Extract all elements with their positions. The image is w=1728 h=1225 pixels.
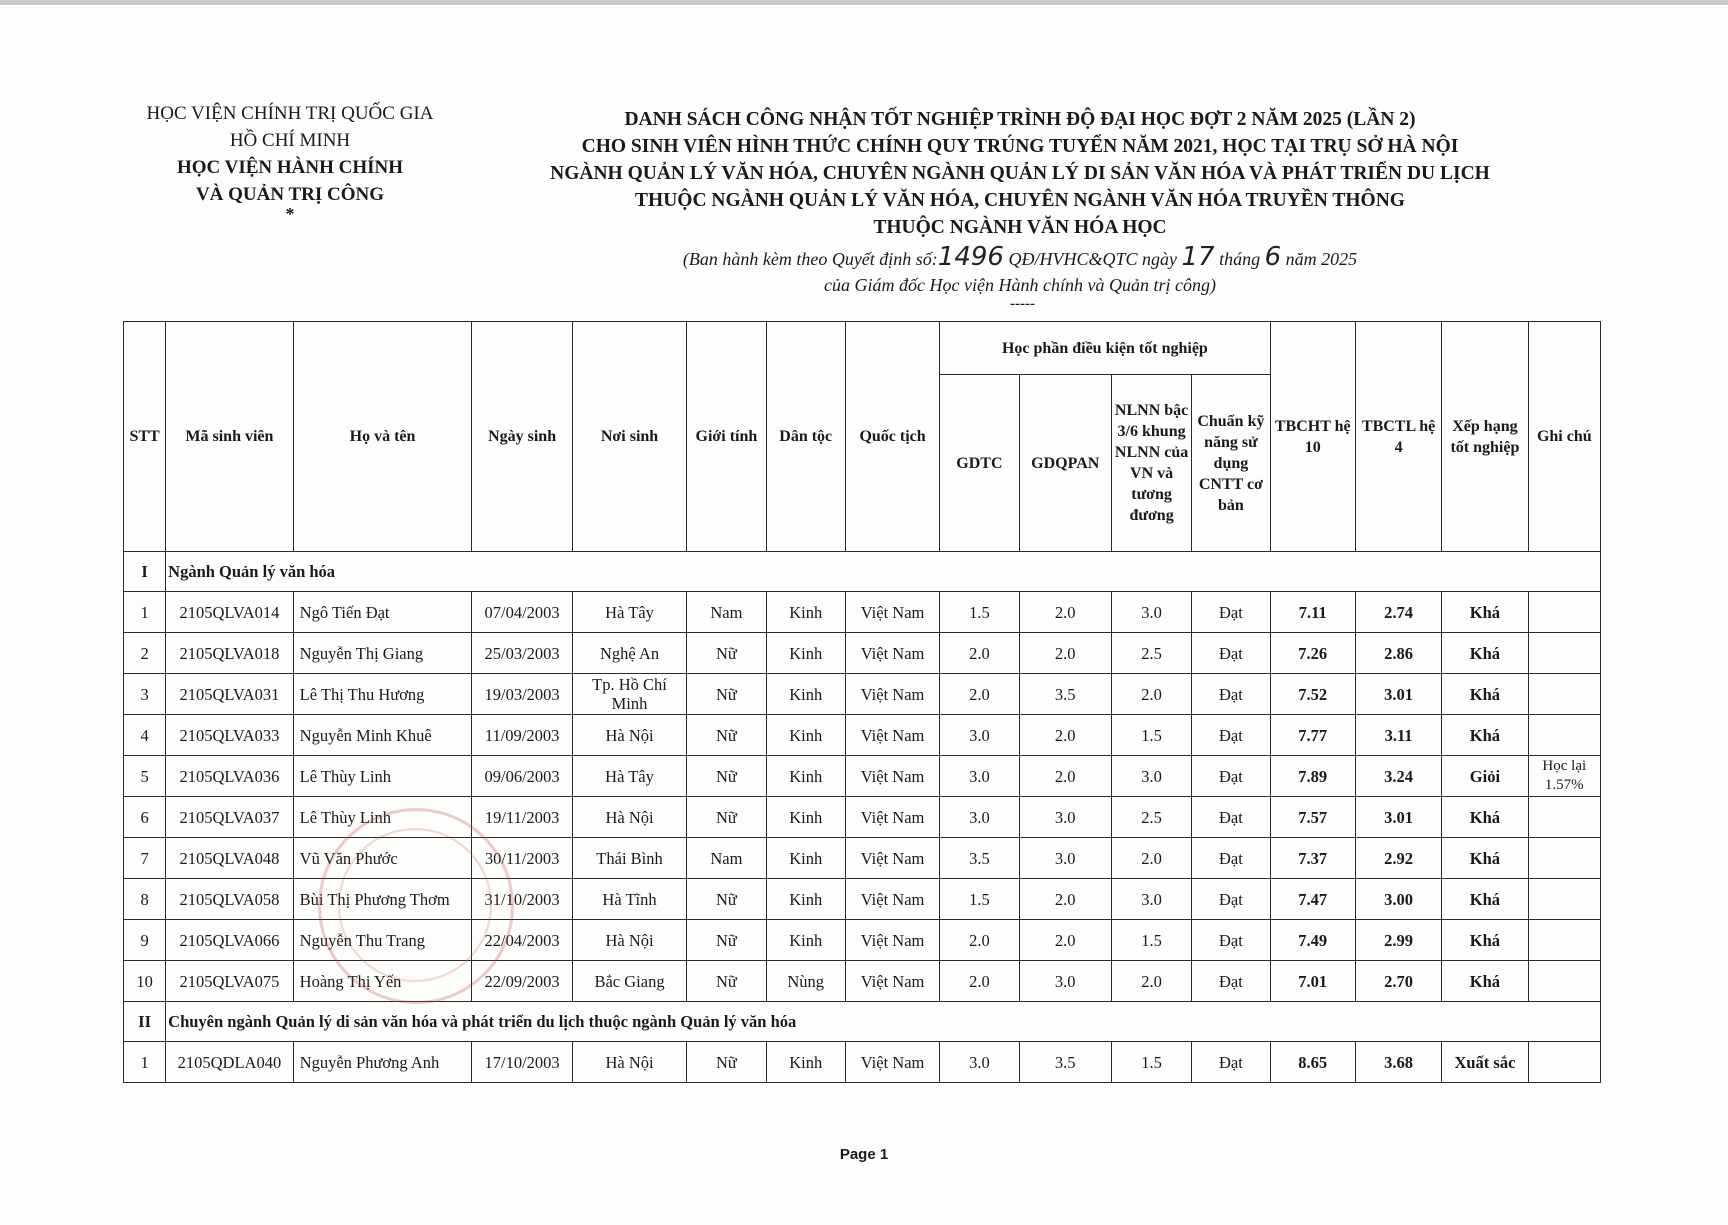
page-number: Page 1 xyxy=(839,1146,889,1163)
org-line-4: VÀ QUẢN TRỊ CÔNG xyxy=(195,184,385,205)
cell-nationality: Việt Nam xyxy=(845,920,939,961)
cell-student-id: 2105QDLA040 xyxy=(166,1042,294,1083)
cell-ethnicity: Kinh xyxy=(766,838,845,879)
cell-nationality: Việt Nam xyxy=(845,715,939,756)
cell-note xyxy=(1528,879,1600,920)
cell-cntt: Đạt xyxy=(1192,879,1270,920)
cell-birthplace: Hà Tây xyxy=(572,756,686,797)
cell-stt: 10 xyxy=(124,961,166,1002)
cell-tbctl: 2.86 xyxy=(1355,633,1441,674)
decree-day: 17 xyxy=(1181,242,1215,272)
cell-student-id: 2105QLVA033 xyxy=(166,715,294,756)
cell-stt: 9 xyxy=(124,920,166,961)
cell-birthplace: Hà Nội xyxy=(572,1042,686,1083)
cell-student-id: 2105QLVA058 xyxy=(166,879,294,920)
cell-rank: Khá xyxy=(1442,838,1528,879)
cell-stt: 8 xyxy=(124,879,166,920)
table-row xyxy=(124,1042,1601,1083)
org-line-2: HỒ CHÍ MINH xyxy=(229,130,351,151)
cell-gender: Nam xyxy=(687,838,766,879)
decree-year: năm 2025 xyxy=(1281,249,1358,269)
section-number: I xyxy=(124,552,166,592)
cell-note xyxy=(1528,592,1600,633)
graduation-table xyxy=(123,321,1601,1083)
cell-gdqpan: 3.0 xyxy=(1019,797,1111,838)
decree-line-1 xyxy=(560,244,1480,272)
separator: ----- xyxy=(1010,296,1035,312)
cell-ethnicity: Kinh xyxy=(766,879,845,920)
cell-nlnn: 2.0 xyxy=(1111,961,1191,1002)
table-row xyxy=(124,756,1601,797)
cell-ethnicity: Kinh xyxy=(766,920,845,961)
cell-gender: Nữ xyxy=(687,920,766,961)
col-rank: Xếp hạng tốt nghiệp xyxy=(1442,322,1528,552)
cell-ethnicity: Kinh xyxy=(766,674,845,715)
cell-nlnn: 3.0 xyxy=(1111,592,1191,633)
cell-name: Bùi Thị Phương Thơm xyxy=(293,879,472,920)
col-gender: Giới tính xyxy=(687,322,766,552)
cell-tbctl: 3.01 xyxy=(1355,674,1441,715)
cell-student-id: 2105QLVA037 xyxy=(166,797,294,838)
cell-nlnn: 2.0 xyxy=(1111,674,1191,715)
cell-dob: 30/11/2003 xyxy=(472,838,572,879)
cell-tbcht: 7.52 xyxy=(1270,674,1355,715)
cell-note xyxy=(1528,1042,1600,1083)
col-conditions-group: Học phần điều kiện tốt nghiệp xyxy=(940,322,1270,375)
cell-student-id: 2105QLVA075 xyxy=(166,961,294,1002)
table-row xyxy=(124,633,1601,674)
cell-tbctl: 2.92 xyxy=(1355,838,1441,879)
cell-nlnn: 3.0 xyxy=(1111,756,1191,797)
col-ethnicity: Dân tộc xyxy=(766,322,845,552)
cell-ethnicity: Kinh xyxy=(766,592,845,633)
col-cntt: Chuẩn kỹ năng sử dụng CNTT cơ bản xyxy=(1192,375,1270,552)
cell-gender: Nữ xyxy=(687,715,766,756)
table-row xyxy=(124,715,1601,756)
cell-tbctl: 3.01 xyxy=(1355,797,1441,838)
col-tbctl: TBCTL hệ 4 xyxy=(1355,322,1441,552)
org-line-1: HỌC VIỆN CHÍNH TRỊ QUỐC GIA xyxy=(146,103,434,124)
cell-name: Nguyễn Phương Anh xyxy=(293,1042,472,1083)
cell-gdqpan: 2.0 xyxy=(1019,920,1111,961)
section-row xyxy=(124,552,1601,592)
cell-tbctl: 3.11 xyxy=(1355,715,1441,756)
cell-tbcht: 7.57 xyxy=(1270,797,1355,838)
cell-gender: Nữ xyxy=(687,1042,766,1083)
cell-gender: Nữ xyxy=(687,674,766,715)
cell-note xyxy=(1528,920,1600,961)
cell-stt: 5 xyxy=(124,756,166,797)
cell-ethnicity: Kinh xyxy=(766,715,845,756)
cell-gdtc: 3.0 xyxy=(940,715,1019,756)
cell-rank: Khá xyxy=(1442,592,1528,633)
cell-tbcht: 7.77 xyxy=(1270,715,1355,756)
cell-nlnn: 1.5 xyxy=(1111,920,1191,961)
cell-rank: Giỏi xyxy=(1442,756,1528,797)
cell-stt: 1 xyxy=(124,592,166,633)
cell-gdtc: 3.5 xyxy=(940,838,1019,879)
cell-dob: 31/10/2003 xyxy=(472,879,572,920)
table-row xyxy=(124,961,1601,1002)
cell-student-id: 2105QLVA018 xyxy=(166,633,294,674)
cell-rank: Khá xyxy=(1442,879,1528,920)
cell-rank: Khá xyxy=(1442,797,1528,838)
cell-gdqpan: 2.0 xyxy=(1019,879,1111,920)
cell-name: Ngô Tiến Đạt xyxy=(293,592,472,633)
cell-tbctl: 3.68 xyxy=(1355,1042,1441,1083)
cell-nlnn: 2.5 xyxy=(1111,633,1191,674)
cell-nationality: Việt Nam xyxy=(845,961,939,1002)
cell-cntt: Đạt xyxy=(1192,674,1270,715)
issuing-organization xyxy=(110,100,470,224)
decree-reference xyxy=(560,244,1480,298)
decree-prefix: (Ban hành kèm theo Quyết định số: xyxy=(682,249,938,269)
org-line-3: HỌC VIỆN HÀNH CHÍNH xyxy=(176,157,404,178)
cell-gdtc: 2.0 xyxy=(940,674,1019,715)
cell-rank: Khá xyxy=(1442,920,1528,961)
decree-number: 1496 xyxy=(937,242,1004,272)
col-gdtc: GDTC xyxy=(940,375,1019,552)
cell-dob: 25/03/2003 xyxy=(472,633,572,674)
cell-birthplace: Thái Bình xyxy=(572,838,686,879)
cell-nationality: Việt Nam xyxy=(845,592,939,633)
cell-nationality: Việt Nam xyxy=(845,1042,939,1083)
cell-gdqpan: 3.0 xyxy=(1019,838,1111,879)
cell-name: Lê Thị Thu Hương xyxy=(293,674,472,715)
org-mark: * xyxy=(285,204,295,224)
decree-line-2: của Giám đốc Học viện Hành chính và Quản trị công) xyxy=(824,275,1216,295)
header-row-1 xyxy=(124,322,1601,375)
cell-rank: Xuất sắc xyxy=(1442,1042,1528,1083)
cell-name: Hoàng Thị Yến xyxy=(293,961,472,1002)
cell-gdtc: 1.5 xyxy=(940,879,1019,920)
cell-name: Nguyễn Minh Khuê xyxy=(293,715,472,756)
cell-student-id: 2105QLVA048 xyxy=(166,838,294,879)
cell-cntt: Đạt xyxy=(1192,715,1270,756)
cell-tbctl: 3.00 xyxy=(1355,879,1441,920)
section-title: Ngành Quản lý văn hóa xyxy=(166,552,1601,592)
cell-nationality: Việt Nam xyxy=(845,838,939,879)
decree-code: QĐ/HVHC&QTC ngày xyxy=(1003,249,1182,269)
cell-ethnicity: Kinh xyxy=(766,1042,845,1083)
cell-gdqpan: 3.5 xyxy=(1019,1042,1111,1083)
cell-student-id: 2105QLVA036 xyxy=(166,756,294,797)
cell-ethnicity: Kinh xyxy=(766,797,845,838)
cell-gdtc: 3.0 xyxy=(940,797,1019,838)
cell-note xyxy=(1528,961,1600,1002)
cell-tbcht: 7.37 xyxy=(1270,838,1355,879)
scan-top-edge xyxy=(0,0,1728,5)
cell-gender: Nam xyxy=(687,592,766,633)
section-number: II xyxy=(124,1002,166,1042)
col-nationality: Quốc tịch xyxy=(845,322,939,552)
col-note: Ghi chú xyxy=(1528,322,1600,552)
cell-gdtc: 1.5 xyxy=(940,592,1019,633)
cell-tbcht: 8.65 xyxy=(1270,1042,1355,1083)
cell-gdtc: 2.0 xyxy=(940,633,1019,674)
cell-birthplace: Nghệ An xyxy=(572,633,686,674)
table-row xyxy=(124,592,1601,633)
cell-cntt: Đạt xyxy=(1192,838,1270,879)
cell-dob: 19/11/2003 xyxy=(472,797,572,838)
cell-gender: Nữ xyxy=(687,633,766,674)
cell-gdtc: 3.0 xyxy=(940,756,1019,797)
cell-nlnn: 2.5 xyxy=(1111,797,1191,838)
cell-stt: 7 xyxy=(124,838,166,879)
cell-nlnn: 1.5 xyxy=(1111,715,1191,756)
cell-rank: Khá xyxy=(1442,674,1528,715)
cell-tbcht: 7.11 xyxy=(1270,592,1355,633)
cell-ethnicity: Kinh xyxy=(766,756,845,797)
cell-tbcht: 7.01 xyxy=(1270,961,1355,1002)
cell-note xyxy=(1528,715,1600,756)
cell-note xyxy=(1528,838,1600,879)
cell-nationality: Việt Nam xyxy=(845,756,939,797)
cell-name: Nguyễn Thu Trang xyxy=(293,920,472,961)
cell-name: Lê Thùy Linh xyxy=(293,756,472,797)
col-tbcht: TBCHT hệ 10 xyxy=(1270,322,1355,552)
cell-ethnicity: Nùng xyxy=(766,961,845,1002)
cell-dob: 11/09/2003 xyxy=(472,715,572,756)
cell-dob: 07/04/2003 xyxy=(472,592,572,633)
col-birthplace: Nơi sinh xyxy=(572,322,686,552)
cell-gender: Nữ xyxy=(687,797,766,838)
cell-student-id: 2105QLVA066 xyxy=(166,920,294,961)
title-line-4: THUỘC NGÀNH QUẢN LÝ VĂN HÓA, CHUYÊN NGÀNH VĂN HÓA TRUYỀN THÔNG xyxy=(635,190,1405,211)
cell-tbcht: 7.49 xyxy=(1270,920,1355,961)
cell-rank: Khá xyxy=(1442,961,1528,1002)
cell-nationality: Việt Nam xyxy=(845,633,939,674)
cell-dob: 09/06/2003 xyxy=(472,756,572,797)
decree-month-label: tháng xyxy=(1214,249,1265,269)
title-line-5: THUỘC NGÀNH VĂN HÓA HỌC xyxy=(873,217,1167,238)
cell-gdqpan: 2.0 xyxy=(1019,715,1111,756)
cell-gdqpan: 3.0 xyxy=(1019,961,1111,1002)
cell-tbctl: 2.74 xyxy=(1355,592,1441,633)
cell-rank: Khá xyxy=(1442,715,1528,756)
cell-note xyxy=(1528,797,1600,838)
section-title: Chuyên ngành Quản lý di sản văn hóa và phát triển du lịch thuộc ngành Quản lý văn hóa xyxy=(166,1002,1601,1042)
cell-dob: 22/04/2003 xyxy=(472,920,572,961)
cell-tbcht: 7.47 xyxy=(1270,879,1355,920)
cell-student-id: 2105QLVA014 xyxy=(166,592,294,633)
cell-tbcht: 7.89 xyxy=(1270,756,1355,797)
cell-tbctl: 2.70 xyxy=(1355,961,1441,1002)
cell-stt: 4 xyxy=(124,715,166,756)
table-row xyxy=(124,838,1601,879)
cell-gdtc: 2.0 xyxy=(940,961,1019,1002)
cell-dob: 22/09/2003 xyxy=(472,961,572,1002)
cell-gdqpan: 2.0 xyxy=(1019,756,1111,797)
cell-rank: Khá xyxy=(1442,633,1528,674)
cell-gdqpan: 3.5 xyxy=(1019,674,1111,715)
cell-birthplace: Bắc Giang xyxy=(572,961,686,1002)
cell-tbctl: 3.24 xyxy=(1355,756,1441,797)
cell-birthplace: Hà Nội xyxy=(572,797,686,838)
table-row xyxy=(124,674,1601,715)
section-row xyxy=(124,1002,1601,1042)
cell-cntt: Đạt xyxy=(1192,920,1270,961)
cell-birthplace: Hà Nội xyxy=(572,920,686,961)
title-line-3: NGÀNH QUẢN LÝ VĂN HÓA, CHUYÊN NGÀNH QUẢN LÝ DI SẢN VĂN HÓA VÀ PHÁT TRIỂN DU LỊCH xyxy=(550,163,1490,184)
cell-stt: 3 xyxy=(124,674,166,715)
cell-gdtc: 3.0 xyxy=(940,1042,1019,1083)
table-row xyxy=(124,920,1601,961)
cell-stt: 6 xyxy=(124,797,166,838)
title-line-2: CHO SINH VIÊN HÌNH THỨC CHÍNH QUY TRÚNG TUYỂN NĂM 2021, HỌC TẠI TRỤ SỞ HÀ NỘI xyxy=(581,136,1459,157)
col-student-id: Mã sinh viên xyxy=(166,322,294,552)
col-stt: STT xyxy=(124,322,166,552)
col-name: Họ và tên xyxy=(293,322,472,552)
cell-gender: Nữ xyxy=(687,879,766,920)
cell-cntt: Đạt xyxy=(1192,633,1270,674)
cell-gdtc: 2.0 xyxy=(940,920,1019,961)
cell-birthplace: Tp. Hồ Chí Minh xyxy=(572,674,686,715)
cell-nationality: Việt Nam xyxy=(845,879,939,920)
cell-cntt: Đạt xyxy=(1192,756,1270,797)
cell-tbctl: 2.99 xyxy=(1355,920,1441,961)
cell-gender: Nữ xyxy=(687,961,766,1002)
cell-note: Học lại 1.57% xyxy=(1528,756,1600,797)
cell-birthplace: Hà Tĩnh xyxy=(572,879,686,920)
cell-stt: 2 xyxy=(124,633,166,674)
cell-note xyxy=(1528,633,1600,674)
col-gdqpan: GDQPAN xyxy=(1019,375,1111,552)
table-row xyxy=(124,879,1601,920)
cell-gender: Nữ xyxy=(687,756,766,797)
cell-ethnicity: Kinh xyxy=(766,633,845,674)
cell-name: Lê Thùy Linh xyxy=(293,797,472,838)
cell-student-id: 2105QLVA031 xyxy=(166,674,294,715)
cell-cntt: Đạt xyxy=(1192,961,1270,1002)
cell-birthplace: Hà Nội xyxy=(572,715,686,756)
title-line-1: DANH SÁCH CÔNG NHẬN TỐT NGHIỆP TRÌNH ĐỘ ĐẠI HỌC ĐỢT 2 NĂM 2025 (LẦN 2) xyxy=(624,109,1416,130)
table-row xyxy=(124,797,1601,838)
cell-nlnn: 2.0 xyxy=(1111,838,1191,879)
cell-tbcht: 7.26 xyxy=(1270,633,1355,674)
table-body xyxy=(124,552,1601,1083)
cell-cntt: Đạt xyxy=(1192,797,1270,838)
document-title xyxy=(490,106,1550,241)
decree-month: 6 xyxy=(1264,242,1282,272)
cell-dob: 19/03/2003 xyxy=(472,674,572,715)
cell-nationality: Việt Nam xyxy=(845,674,939,715)
cell-nlnn: 3.0 xyxy=(1111,879,1191,920)
cell-name: Vũ Văn Phước xyxy=(293,838,472,879)
cell-note xyxy=(1528,674,1600,715)
cell-name: Nguyễn Thị Giang xyxy=(293,633,472,674)
cell-nlnn: 1.5 xyxy=(1111,1042,1191,1083)
cell-cntt: Đạt xyxy=(1192,592,1270,633)
cell-dob: 17/10/2003 xyxy=(472,1042,572,1083)
col-dob: Ngày sinh xyxy=(472,322,572,552)
cell-stt: 1 xyxy=(124,1042,166,1083)
cell-birthplace: Hà Tây xyxy=(572,592,686,633)
cell-nationality: Việt Nam xyxy=(845,797,939,838)
cell-cntt: Đạt xyxy=(1192,1042,1270,1083)
cell-gdqpan: 2.0 xyxy=(1019,592,1111,633)
col-nlnn: NLNN bậc 3/6 khung NLNN của VN và tương đương xyxy=(1111,375,1191,552)
cell-gdqpan: 2.0 xyxy=(1019,633,1111,674)
